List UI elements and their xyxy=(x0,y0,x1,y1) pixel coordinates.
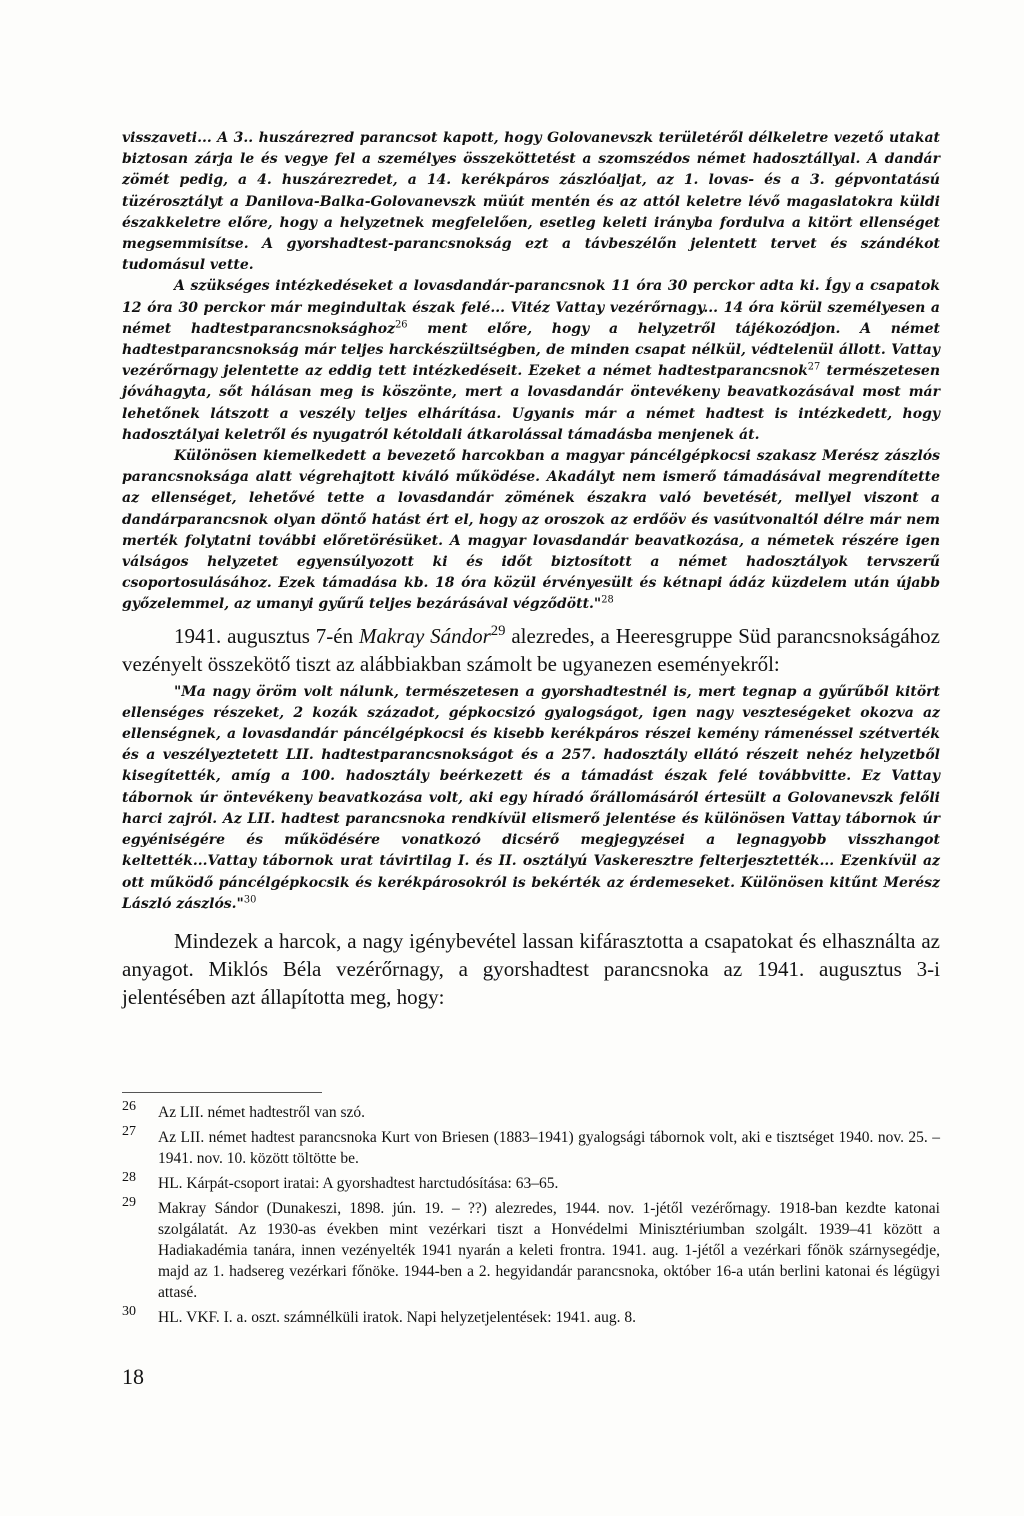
page-number: 18 xyxy=(122,1364,144,1389)
footnote-ref[interactable]: 27 xyxy=(807,361,821,373)
main-text xyxy=(122,128,940,1011)
footnote-ref[interactable]: 29 xyxy=(490,622,506,639)
footnote: 28 HL. Kárpát-csoport iratai: A gyorshadtest harctudósítása: 63–65. xyxy=(122,1170,559,1192)
footnotes xyxy=(122,1099,940,1332)
footnote: 29 Makray Sándor (Dunakeszi, 1898. jún. 19. – ??) alezredes, 1944. nov. 1-jétől vezérőrnagy. 1918-ban kezdte katonai szolgálatát. Az 1930-as években mint vezérkari tiszt a Honvédelmi Minisztériumban szolgált. 1939–41 között a Hadiakadémia tanára, innen vezényelték 1941 nyarán a keleti frontra. 1941. aug. 1-jétől a vezérkari főnök szárnysegédje, majd az 1. hadsereg vezérkari főnöke. 1944-ben a 2. hegyidandár parancsnoka, október 16-a után berlini katonai és légügyi attasé. xyxy=(122,1195,940,1301)
quote-paragraph: A szükséges intézkedéseket a lovasdandár-parancsnok 11 óra 30 perckor adta ki. Így a csapatok 12 óra 30 perckor már megindultak észak felé... Vitéz Vattay vezérőrnagy... 14 óra körül személyesen a német hadtestparancsnoksághoz$^{26}$ ment előre, hogy a helyzetről tájékozódjon. A német hadtestparancsnokság már teljes harckészültségben, de minden csapat nélkül, védtelenül állott. Vattay vezérőrnagy jelentette az eddig tett intézkedéseit. Ezeket a német hadtestparancsnok$^{27}$ természetesen jóváhagyta, sőt hálásan meg is köszönte, mert a lovasdandár öntevékeny beavatkozásával most már lehetőnek látszott a veszély teljes elhárítása. Ugyanis már a német hadtest is intézkedett, hogy hadosztályai keletről és nyugatról kétoldali átkarolással támadásba menjenek át. xyxy=(122,278,940,443)
footnote-divider xyxy=(122,1092,322,1093)
footnote: 27 Az LII. német hadtest parancsnoka Kurt von Briesen (1883–1941) gyalogsági tábornok volt, aki e tisztséget 1940. nov. 25. – 1941. nov. 10. között töltötte be. xyxy=(122,1124,940,1167)
footnote-ref[interactable]: 28 xyxy=(601,594,614,606)
body-paragraph: 1941. augusztus 7-én Makray Sándor$^{29}$ alezredes, a Heeresgruppe Süd parancsnokságához vezényelt összekötő tiszt az alábbiakban számolt be ugyanezen eseményekről: xyxy=(122,622,940,676)
footnote: 26 Az LII. német hadtestről van szó. xyxy=(122,1099,366,1121)
footnote-ref[interactable]: 30 xyxy=(243,894,257,906)
quote-paragraph: visszaveti... A 3.. huszárezred parancsot kapott, hogy Golovanevszk területéről délkeletre vezető utakat biztosan zárja le és vegye fel a személyes összeköttetést a szomszédos német hadosztállyal. A dandár zömét pedig, a 4. huszárezredet, a 14. kerékpáros zászlóaljat, az 1. lovas- és a 3. gépvontatású tüzérosztályt a Danilova-Balka-Golovanevszk müút mentén és az attól keletre lévő magaslatokra küldi északkeletre előre, hogy a helyzetnek megfelelően, esetleg keleti irányba fordulva a kitört ellenséget megsemmisítse. A gyorshadtest-parancsnokság ezt a távbeszélőn jelentett tervet és szándékot tudomásul vette. xyxy=(122,130,940,274)
footnote-ref[interactable]: 26 xyxy=(395,319,408,331)
quote-paragraph: Különösen kiemelkedett a bevezető harcokban a magyar páncélgépkocsi szakasz Merész zászlós parancsnoksága alatt végrehajtott kiváló működése. Akadályt nem ismerő támadásával megrendítette az ellenséget, lehetővé tette a lovasdandár zömének északra való bevetését, mellyel viszont a dandárparancsnok olyan döntő hatást ért el, hogy az oroszok az erdőöv és vasútvonaltól délre már nem merték folytatni további előretörésüket. A magyar lovasdandár beavatkozása, a németek részére igen válságos helyzetet egyensúlyozott ki és időt biztosított a német hadosztályok tervszerű csoportosulásához. Ezek támadása kb. 18 óra közül érvényesült és kétnapi ádáz küzdelem után újabb győzelemmel, az umanyi gyűrű teljes bezárásával végződött."$^{28}$ xyxy=(122,448,940,613)
footnote: 30 HL. VKF. I. a. oszt. számnélküli iratok. Napi helyzetjelentések: 1941. aug. 8. xyxy=(122,1304,636,1326)
body-paragraph: Mindezek a harcok, a nagy igénybevétel lassan kifárasztotta a csapatokat és elhasználta az anyagot. Miklós Béla vezérőrnagy, a gyorshadtest parancsnoka az 1941. augusztus 3-i jelentésében azt állapította meg, hogy: xyxy=(122,928,940,1009)
quote-paragraph: "Ma nagy öröm volt nálunk, természetesen a gyorshadtestnél is, mert tegnap a gyűrűből kitört ellenséges részeket, 2 kozák századot, gépkocsizó gyalogságot, igen nagy veszteségeket okozva az ellenségnek, a lovasdandár páncélgépkocsi és kisebb kerékpáros részei kemény rámenéssel szétverték és a veszélyeztetett LII. hadtestparancsnokságot és a 257. hadosztály ellátó részeit nehéz helyzetből kisegítették, amíg a 100. hadosztály beérkezett és a támadást észak felé továbbvitte. Ez Vattay tábornok úr öntevékeny beavatkozása volt, aki egy híradó őrállomásáról értesült a Golovanevszk felőli harci zajról. Az LII. hadtest parancsnoka rendkívül elismerő jelentése és különösen Vattay tábornok úr egyéniségére és működésére vonatkozó dicsérő megjegyzései a legnagyobb visszhangot keltették...Vattay tábornok urat távirtilag I. és II. osztályú Vaskeresztre felterjesztették... Ezenkívül az ott működő páncélgépkocsik és kerékpárosokról is bekérték az érdemeseket. Különösen kitűnt Merész László zászlós."$^{30}$ xyxy=(122,683,940,912)
